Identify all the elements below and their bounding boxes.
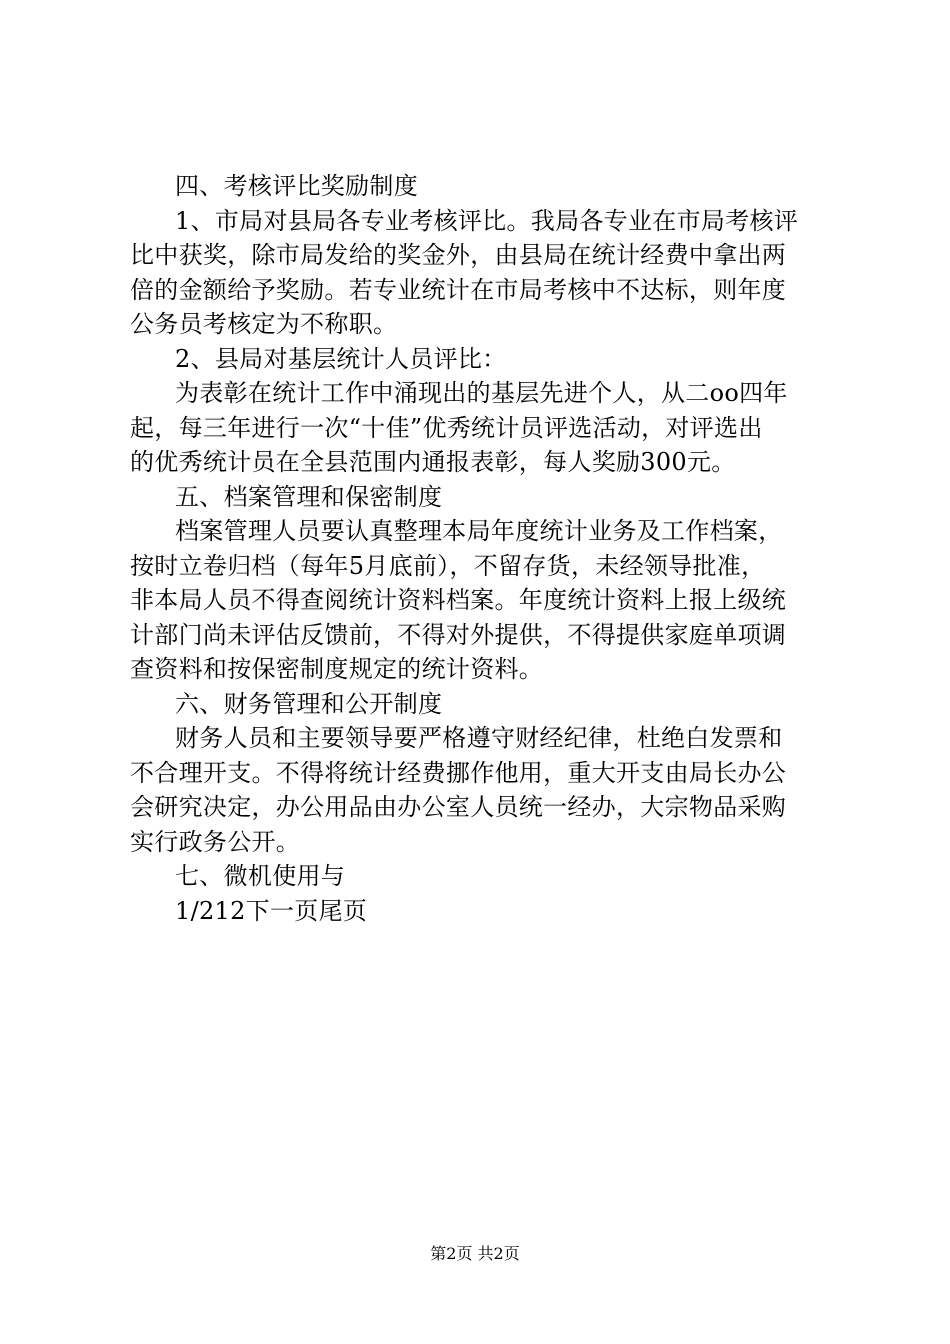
text-line: 比中获奖，除市局发给的奖金外，由县局在统计经费中拿出两 (130, 241, 787, 269)
page-footer: 第2页 共2页 (430, 1244, 520, 1263)
text-line: 的优秀统计员在全县范围内通报表彰，每人奖励300元。 (130, 448, 736, 476)
text-line: 四、考核评比奖励制度 (175, 172, 418, 200)
text-line: 2、县局对基层统计人员评比： (175, 344, 507, 373)
text-line: 会研究决定，办公用品由办公室人员统一经办，大宗物品采购 (130, 793, 787, 821)
document-body (130, 169, 830, 928)
text-line: 计部门尚未评估反馈前，不得对外提供，不得提供家庭单项调 (130, 620, 787, 649)
text-line: 倍的金额给予奖励。若专业统计在市局考核中不达标，则年度 (130, 275, 787, 304)
text-line: 查资料和按保密制度规定的统计资料。 (130, 655, 544, 683)
text-line: 公务员考核定为不称职。 (130, 310, 398, 338)
text-line: 实行政务公开。 (130, 827, 301, 856)
text-line: 七、微机使用与 (175, 862, 346, 890)
text-line: 起，每三年进行一次“十佳”优秀统计员评选活动，对评选出 (130, 413, 763, 442)
text-line: 为表彰在统计工作中涌现出的基层先进个人，从二oo四年 (175, 379, 788, 407)
text-line: 1、市局对县局各专业考核评比。我局各专业在市局考核评 (175, 206, 799, 235)
text-line: 1/212下一页尾页 (175, 896, 368, 925)
text-line: 档案管理人员要认真整理本局年度统计业务及工作档案， (175, 517, 783, 545)
text-line: 六、财务管理和公开制度 (175, 689, 443, 718)
text-line: 五、档案管理和保密制度 (175, 482, 443, 511)
text-line: 不合理开支。不得将统计经费挪作他用，重大开支由局长办公 (130, 758, 787, 787)
text-line: 按时立卷归档（每年5月底前），不留存货，未经领导批准， (130, 551, 766, 580)
text-line: 财务人员和主要领导要严格遵守财经纪律，杜绝白发票和 (175, 724, 783, 752)
text-line: 非本局人员不得查阅统计资料档案。年度统计资料上报上级统 (130, 586, 787, 614)
